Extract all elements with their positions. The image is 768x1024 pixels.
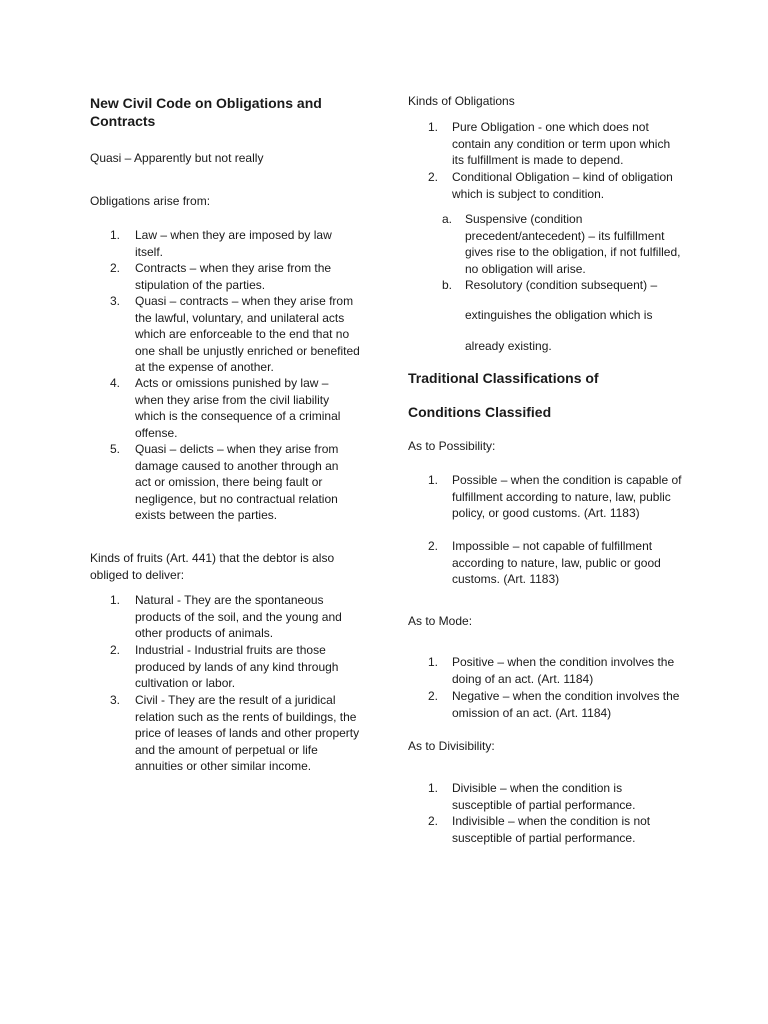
list-item: Negative – when the condition involves the omission of an act. (Art. 1184)	[452, 689, 680, 720]
divisibility-heading: As to Divisibility:	[408, 739, 495, 753]
resolutory-continuation: already existing.	[465, 339, 552, 353]
list-number: 1.	[428, 473, 439, 487]
obligations-intro: Obligations arise from:	[90, 194, 211, 208]
list-item: Pure Obligation - one which does not contain any condition or term upon which its fulfillment is made to depend.	[452, 120, 671, 167]
section-heading: Traditional Classifications of	[408, 370, 599, 386]
list-number: 4.	[110, 376, 121, 390]
kinds-heading: Kinds of Obligations	[408, 94, 515, 108]
list-item: Quasi – delicts – when they arise from damage caused to another through an act or omission, there being fault or negligence, but no contractual relation exists between the parties.	[135, 442, 339, 522]
list-item: Indivisible – when the condition is not susceptible of partial performance.	[452, 814, 651, 845]
possibility-heading: As to Possibility:	[408, 439, 496, 453]
list-letter: a.	[442, 212, 453, 226]
list-item: Possible – when the condition is capable of fulfillment according to nature, law, public policy, or good customs. (Art. 1183)	[452, 473, 682, 520]
mode-heading: As to Mode:	[408, 614, 473, 628]
list-item: Positive – when the condition involves the doing of an act. (Art. 1184)	[452, 655, 675, 686]
list-number: 2.	[428, 814, 439, 828]
list-number: 1.	[428, 120, 439, 134]
list-item: Natural - They are the spontaneous products of the soil, and the young and other products of animals.	[135, 593, 342, 640]
list-number: 2.	[428, 689, 439, 703]
quasi-definition: Quasi – Apparently but not really	[90, 151, 264, 165]
list-number: 2.	[428, 539, 439, 553]
section-heading: Conditions Classified	[408, 404, 552, 420]
list-number: 5.	[110, 442, 121, 456]
list-number: 2.	[110, 643, 121, 657]
list-number: 3.	[110, 693, 121, 707]
list-item: Conditional Obligation – kind of obligation which is subject to condition.	[452, 170, 673, 201]
list-item: Divisible – when the condition is susceptible of partial performance.	[452, 781, 636, 812]
list-item: Civil - They are the result of a juridical relation such as the rents of buildings, the price of leases of lands and other property and the amount of perpetual or life annuities or other similar income.	[135, 693, 360, 773]
fruits-intro: Kinds of fruits (Art. 441) that the debtor is also obliged to deliver:	[90, 551, 335, 582]
list-number: 1.	[110, 228, 121, 242]
list-item: Acts or omissions punished by law – when they arise from the civil liability which is the consequence of a criminal offense.	[135, 376, 341, 440]
list-item: Contracts – when they arise from the stipulation of the parties.	[135, 261, 332, 292]
list-number: 3.	[110, 294, 121, 308]
list-item: Impossible – not capable of fulfillment according to nature, law, public or good customs. (Art. 1183)	[452, 539, 661, 586]
list-item: Suspensive (condition precedent/antecedent) – its fulfillment gives rise to the obligation, if not fulfilled, no obligation will arise.	[465, 212, 681, 276]
list-number: 2.	[428, 170, 439, 184]
list-number: 1.	[428, 781, 439, 795]
resolutory-continuation: extinguishes the obligation which is	[465, 308, 653, 322]
list-item: Resolutory (condition subsequent) –	[465, 278, 658, 292]
list-item: Industrial - Industrial fruits are those produced by lands of any kind through cultivation or labor.	[135, 643, 339, 690]
list-letter: b.	[442, 278, 453, 292]
list-number: 2.	[110, 261, 121, 275]
list-number: 1.	[428, 655, 439, 669]
list-item: Quasi – contracts – when they arise from the lawful, voluntary, and unilateral acts which are enforceable to the end that no one shall be unjustly enriched or benefited at the expense of another.	[135, 294, 360, 374]
document-title: New Civil Code on Obligations and Contracts	[90, 95, 322, 129]
list-item: Law – when they are imposed by law itself.	[135, 228, 332, 259]
list-number: 1.	[110, 593, 121, 607]
